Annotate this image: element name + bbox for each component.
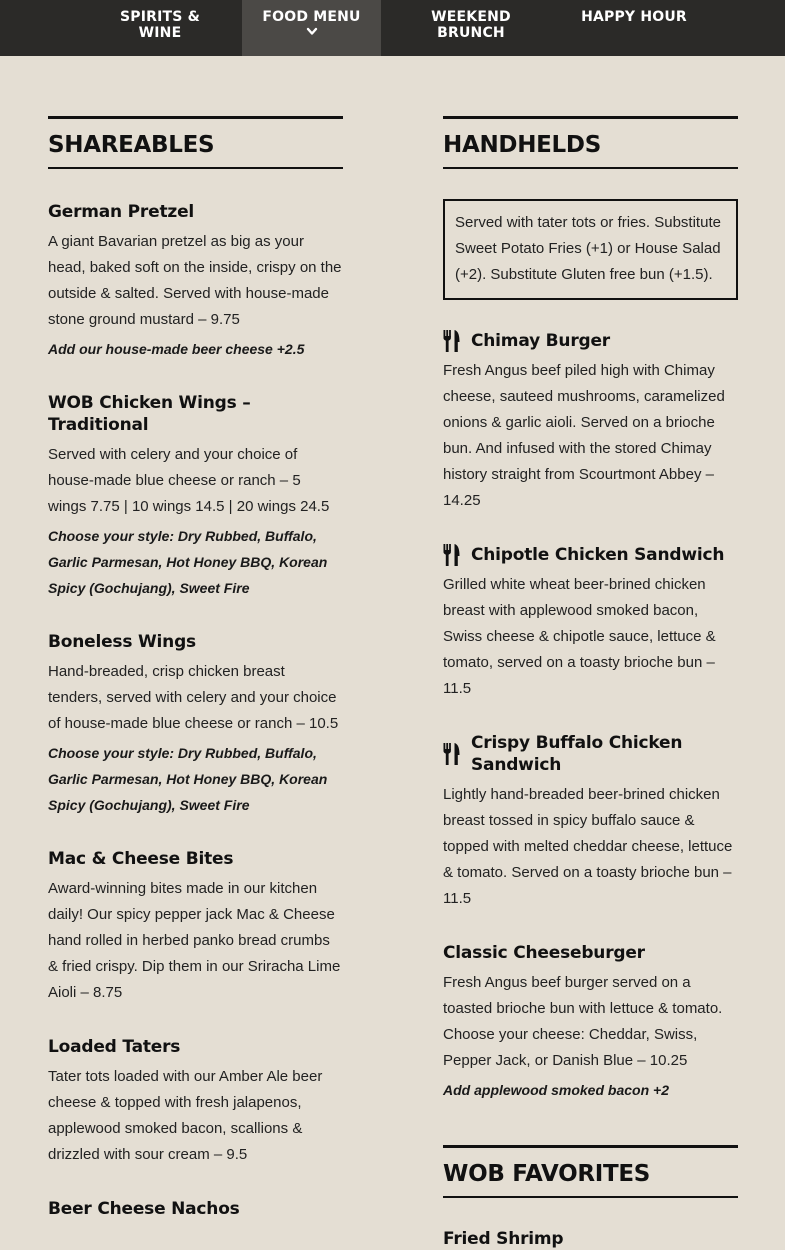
section-title: WOB FAVORITES [443, 1161, 651, 1187]
item-description: Hand-breaded, crisp chicken breast tenders, served with celery and your choice of house-made blue cheese or ranch – 10.5 [48, 663, 339, 732]
item-title: Mac & Cheese Bites [48, 849, 234, 869]
nav-label: SPIRITS & WINE [119, 9, 201, 41]
nav-happy-hour[interactable] [580, 0, 688, 56]
nav-spirits-wine[interactable] [98, 0, 222, 56]
item-description: Fresh Angus beef piled high with Chimay cheese, sauteed mushrooms, caramelized onions & garlic aioli. Served on a brioche bun. And infused with the stored Chimay history straight from Scourtmont Abbey – 14.25 [443, 362, 725, 509]
item-description: Served with celery and your choice of house-made blue cheese or ranch – 5 wings 7.75 | 10 wings 14.5 | 20 wings 24.5 [48, 446, 330, 515]
item-title-row [443, 330, 738, 352]
menu-item [443, 544, 738, 702]
menu-item [48, 848, 343, 1006]
menu-item [48, 201, 343, 362]
fork-knife-icon [443, 544, 461, 566]
section-title: SHAREABLES [48, 132, 215, 158]
item-title: Fried Shrimp [443, 1229, 564, 1249]
item-title: Loaded Taters [48, 1037, 181, 1057]
fork-knife-icon [443, 743, 461, 765]
item-note: Choose your style: Dry Rubbed, Buffalo, Garlic Parmesan, Hot Honey BBQ, Korean Spicy (Gochujang), Sweet Fire [48, 528, 328, 596]
item-title: Classic Cheeseburger [443, 943, 645, 963]
nav-label: WEEKEND BRUNCH [431, 9, 511, 41]
item-title: Chipotle Chicken Sandwich [471, 545, 725, 565]
item-note: Choose your style: Dry Rubbed, Buffalo, Garlic Parmesan, Hot Honey BBQ, Korean Spicy (Gochujang), Sweet Fire [48, 745, 328, 813]
menu-item [443, 732, 738, 912]
shareables-section [48, 116, 343, 1220]
item-description: Grilled white wheat beer-brined chicken breast with applewood smoked bacon, Swiss cheese & chipotle sauce, lettuce & tomato, served on a toasty brioche bun – 11.5 [443, 576, 716, 697]
item-title: German Pretzel [48, 202, 195, 222]
item-title: Chimay Burger [471, 331, 610, 351]
item-title: Crispy Buffalo Chicken Sandwich [471, 733, 683, 775]
section-header [48, 116, 343, 169]
item-note: Add our house-made beer cheese +2.5 [48, 341, 305, 357]
item-title: Boneless Wings [48, 632, 196, 652]
item-description: Award-winning bites made in our kitchen daily! Our spicy pepper jack Mac & Cheese hand rolled in herbed panko bread crumbs & fried crispy. Dip them in our Sriracha Lime Aioli – 8.75 [48, 880, 341, 1001]
handhelds-section [443, 116, 738, 1250]
item-title: Beer Cheese Nachos [48, 1199, 240, 1219]
item-description: A giant Bavarian pretzel as big as your head, baked soft on the inside, crispy on the outside & salted. Served with house-made stone ground mustard – 9.75 [48, 233, 342, 328]
menu-item [48, 392, 343, 601]
handhelds-notice: Served with tater tots or fries. Substitute Sweet Potato Fries (+1) or House Salad (+2). Substitute Gluten free bun (+1.5). [443, 199, 738, 300]
item-title-row [443, 544, 738, 566]
fork-knife-icon [443, 330, 461, 352]
top-nav [0, 0, 785, 56]
section-title: HANDHELDS [443, 132, 601, 158]
item-title: WOB Chicken Wings – Traditional [48, 393, 251, 435]
item-description: Fresh Angus beef burger served on a toasted brioche bun with lettuce & tomato. Choose your cheese: Cheddar, Swiss, Pepper Jack, or Danish Blue – 10.25 [443, 974, 723, 1069]
nav-label: HAPPY HOUR [581, 9, 687, 25]
menu-item [443, 942, 738, 1103]
item-note: Add applewood smoked bacon +2 [443, 1082, 669, 1098]
menu-item [443, 1228, 738, 1250]
menu-item [48, 1198, 343, 1220]
section-header [443, 116, 738, 169]
nav-weekend-brunch[interactable] [400, 0, 542, 56]
menu-item [443, 330, 738, 514]
chevron-down-icon [306, 27, 318, 37]
item-title-row [443, 732, 738, 776]
section-header [443, 1145, 738, 1198]
nav-food-menu[interactable] [242, 0, 381, 56]
item-description: Lightly hand-breaded beer-brined chicken breast tossed in spicy buffalo sauce & topped with melted cheddar cheese, lettuce & tomato. Served on a toasty brioche bun – 11.5 [443, 786, 733, 907]
menu-item [48, 1036, 343, 1168]
menu-item [48, 631, 343, 818]
nav-label: FOOD MENU [262, 9, 361, 25]
item-description: Tater tots loaded with our Amber Ale beer cheese & topped with fresh jalapenos, applewood smoked bacon, scallions & drizzled with sour cream – 9.5 [48, 1068, 323, 1163]
